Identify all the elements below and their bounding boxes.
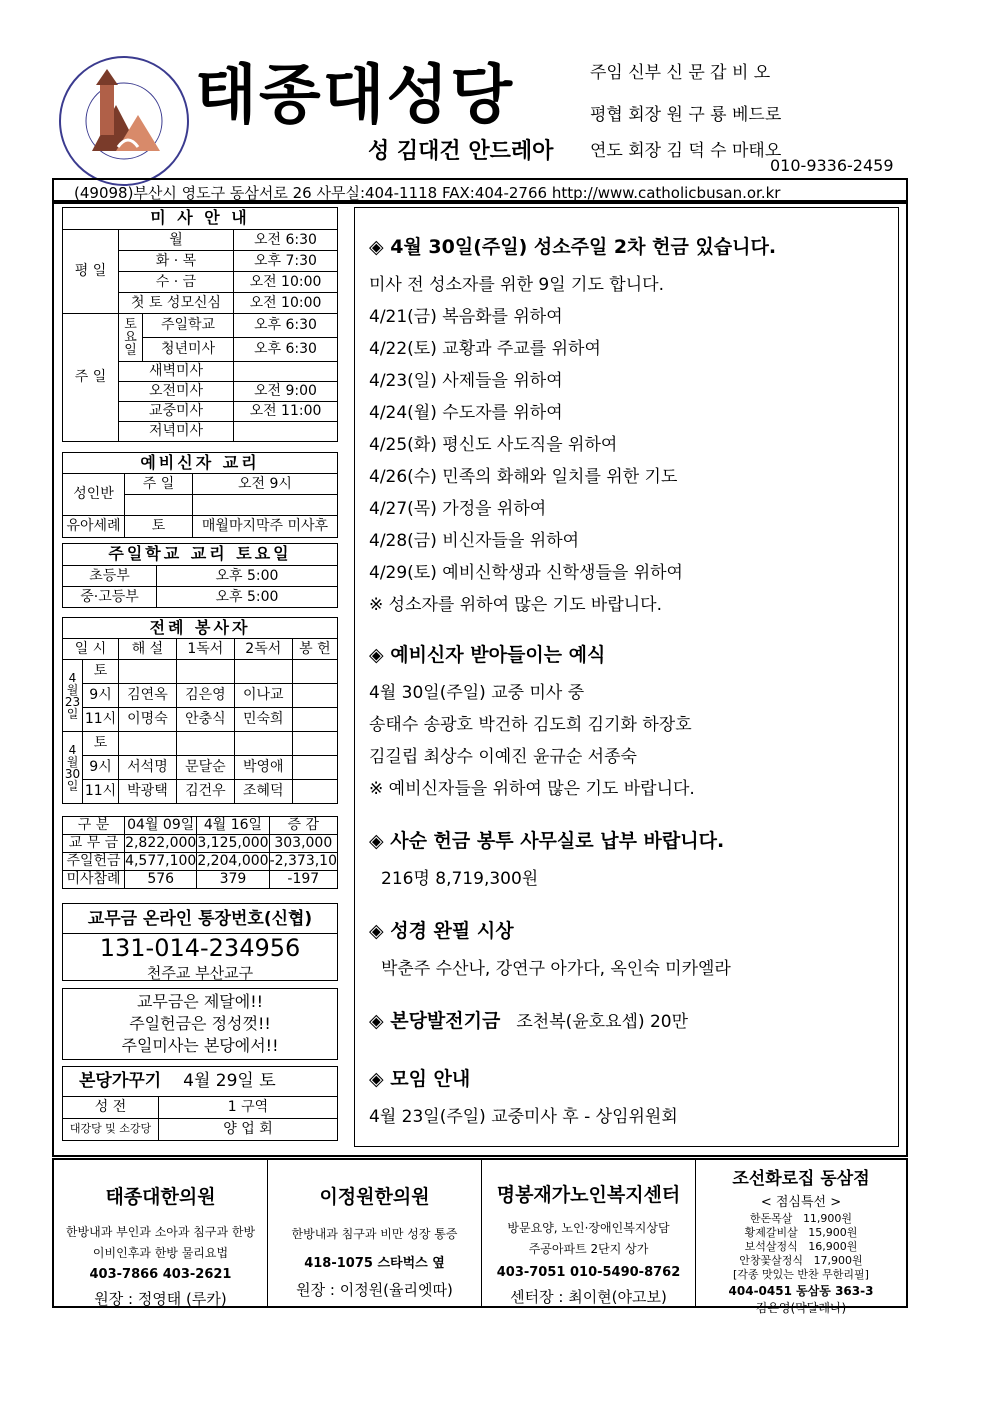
table-cell: 이명숙 xyxy=(119,708,177,732)
table-cell: 증 감 xyxy=(269,817,337,835)
table-cell: 미 사 안 내 xyxy=(63,208,338,230)
council-president: 평협 회장 원 구 룡 베드로 xyxy=(590,105,782,125)
table-cell: 4월23일 xyxy=(63,660,83,732)
table-cell: 문달순 xyxy=(176,756,234,780)
table-cell: 대강당 및 소강당 xyxy=(63,1119,159,1141)
catechumen-class xyxy=(62,452,338,538)
table-cell: 서석명 xyxy=(119,756,177,780)
notice-heading: ◈ 모임 안내 xyxy=(369,1068,471,1090)
table-cell: 저녁미사 xyxy=(119,422,234,442)
church-decor xyxy=(62,1066,338,1141)
notice-panel: ◈ 4월 30일(주일) 성소주일 2차 헌금 있습니다. 미사 전 성소자를 위한 9일 기도 합니다. 4/21(금) 복음화를 위하여 4/22(토) 교황과 주교를 위하여 4/23(일) 사제들을 위하여 4/24(월) 수도자를 위하여 4/25(화) 평신도 사도직을 위하여 4/26(수) 민족의 화해와 일치를 위한 기도 4/27(목) 가정을 위하여 4/28(금) 비신자들을 위하여 4/29(토) 예비신학생과 신학생들을 위하여 ※ 성소자를 위하여 많은 기도 바랍니다. ◈ 예비신자 받아들이는 예식 4월 30일(주일) 교중 미사 중 송태수 송광호 박건하 김도희 김기화 하장호 김길립 최상수 이예진 윤규순 서종숙 ※ 예비신자들을 위하여 많은 기도 바랍니다. ◈ 사순 헌금 봉투 사무실로 납부 바랍니다. 216명 8,719,300원 ◈ 성경 완필 시상 박춘주 수산나, 강연구 아가다, 옥인숙 미카엘라 ◈ 본당발전기금 조천복(윤호요셉) 20만 ◈ 모임 안내 4월 23일(주일) 교중미사 후 - 상임위원회 xyxy=(354,207,899,1147)
table-cell: 청년미사 xyxy=(143,338,234,362)
table-cell: 주일헌금 xyxy=(63,853,125,871)
table-cell: 일 시 xyxy=(63,639,119,660)
table-cell: 교중미사 xyxy=(119,402,234,422)
table-cell: 오후 5:00 xyxy=(157,587,338,608)
table-cell: 성 전 xyxy=(63,1097,159,1119)
notice-heading: ◈ 4월 30일(주일) 성소주일 2차 헌금 있습니다. xyxy=(369,236,777,258)
table-cell xyxy=(234,362,338,382)
table-cell: 수 · 금 xyxy=(119,272,234,293)
table-cell: 김건우 xyxy=(176,780,234,804)
table-cell: -2,373,10 xyxy=(269,853,337,870)
table-cell: 월 xyxy=(119,230,234,251)
table-cell: 첫 토 성모신심 xyxy=(119,293,234,314)
patron-saint: 성 김대건 안드레아 xyxy=(368,139,554,164)
sunday-school xyxy=(62,543,338,608)
table-cell: 해 설 xyxy=(119,639,177,660)
ad-restaurant: 조선화로집 동삼점 < 점심특선 > 한돈목살 11,900원 황제갈비살 15,900원 보석살정식 16,900원 안창꽃살정식 17,900원 [각종 맛있는 반찬 무한리필] 404-0451 동삼동 363-3 김은영(막달레나) xyxy=(728,1169,874,1315)
table-cell: 2독서 xyxy=(234,639,292,660)
table-cell xyxy=(176,660,234,684)
table-cell: 오후 5:00 xyxy=(157,566,338,587)
table-cell: 성인반 xyxy=(63,474,125,516)
table-cell xyxy=(234,422,338,442)
table-cell: 오전미사 xyxy=(119,382,234,402)
ad-clinic-1: 태종대한의원 한방내과 부인과 소아과 침구과 한방 이비인후과 한방 물리요법 403-7866 403-2621 원장 : 정영태 (루카) xyxy=(54,1160,268,1306)
table-cell: 4,577,100 xyxy=(125,853,197,870)
table-cell xyxy=(292,684,337,708)
table-cell xyxy=(292,660,337,684)
table-cell: 9시 xyxy=(83,684,119,708)
table-cell: 화 · 목 xyxy=(119,251,234,272)
address-bar: (49098)부산시 영도구 동삼서로 26 사무실:404-1118 FAX:404-2766 http://www.catholicbusan.or.kr xyxy=(52,178,908,202)
table-cell: 주 일 xyxy=(125,474,193,495)
pastor: 주임 신부 신 문 갑 비 오 xyxy=(590,63,771,83)
table-cell: 매월마지막주 미사후 xyxy=(193,516,338,538)
notice-heading: ◈ 사순 헌금 봉투 사무실로 납부 바랍니다. xyxy=(369,830,725,852)
table-cell: 양 업 회 xyxy=(159,1119,338,1141)
table-cell: 1 구역 xyxy=(159,1097,338,1119)
table-cell: 3,125,000 xyxy=(197,835,269,852)
table-cell: 4월30일 xyxy=(63,732,83,804)
ad-clinic-2: 이정원한의원 한방내과 침구과 비만 성장 통증 418-1075 스타벅스 옆 원장 : 이정원(율리엣따) xyxy=(268,1160,482,1306)
table-cell: 303,000 xyxy=(269,835,337,853)
table-cell: 오전 10:00 xyxy=(234,293,338,314)
table-cell: 오후 6:30 xyxy=(234,314,338,338)
table-cell: 예비신자 교리 xyxy=(63,453,338,474)
table-cell: 토요일 xyxy=(119,314,143,362)
table-cell: 조혜덕 xyxy=(234,780,292,804)
liturgy-servers xyxy=(62,617,338,804)
notice-heading: ◈ 예비신자 받아들이는 예식 xyxy=(369,644,606,666)
account-number: 131-014-234956 xyxy=(99,934,301,962)
account-box: 교무금 온라인 통장번호(신협) 131-014-234956 천주교 부산교구 xyxy=(62,903,338,981)
table-cell xyxy=(292,780,337,804)
table-cell: 오후 6:30 xyxy=(234,338,338,362)
table-cell xyxy=(234,732,292,756)
table-cell: 박광택 xyxy=(119,780,177,804)
table-cell: 유아세례 xyxy=(63,516,125,538)
table-cell: 오전 10:00 xyxy=(234,272,338,293)
slogan-box: 교무금은 제달에!! 주일헌금은 정성껏!! 주일미사는 본당에서!! xyxy=(62,988,338,1060)
table-cell: 주일학교 xyxy=(143,314,234,338)
table-cell: 초등부 xyxy=(63,566,157,587)
table-cell xyxy=(193,495,338,516)
table-cell: 평 일 xyxy=(63,230,119,314)
table-cell: 김은영 xyxy=(176,684,234,708)
notice-heading: ◈ 성경 완필 시상 xyxy=(369,920,514,942)
yeondo-president: 연도 회장 김 덕 수 마태오 xyxy=(590,141,782,161)
table-cell: 04월 09일 xyxy=(125,817,197,835)
table-cell xyxy=(119,660,177,684)
notice-heading: ◈ 본당발전기금 xyxy=(369,1010,501,1032)
table-cell: 2,204,000 xyxy=(197,853,269,870)
table-cell: 토 xyxy=(125,516,193,538)
table-cell: 중·고등부 xyxy=(63,587,157,608)
table-cell: 전례 봉사자 xyxy=(63,618,338,639)
table-cell: 11시 xyxy=(83,708,119,732)
ad-welfare-center: 명봉재가노인복지센터 방문요양, 노인·장애인복지상담 주공아파트 2단지 상가 403-7051 010-5490-8762 센터장 : 최이현(야고보) xyxy=(482,1160,696,1306)
table-cell: 2,822,000 xyxy=(125,835,197,852)
mass-schedule xyxy=(62,207,338,442)
table-cell: 토 xyxy=(83,660,119,684)
table-cell: 오전 11:00 xyxy=(234,402,338,422)
table-cell: 주 일 xyxy=(63,314,119,442)
table-cell: 이나교 xyxy=(234,684,292,708)
table-cell xyxy=(292,756,337,780)
table-cell xyxy=(125,495,193,516)
table-cell: 김연옥 xyxy=(119,684,177,708)
table-cell: 오전 9:00 xyxy=(234,382,338,402)
table-cell: 미사참례 xyxy=(63,871,125,889)
table-cell: 1독서 xyxy=(176,639,234,660)
ad-footer xyxy=(52,1158,908,1315)
table-cell: 봉 헌 xyxy=(292,639,337,660)
table-cell xyxy=(292,708,337,732)
table-cell xyxy=(234,660,292,684)
table-cell: 민숙희 xyxy=(234,708,292,732)
table-cell: 9시 xyxy=(83,756,119,780)
table-cell: -197 xyxy=(269,871,337,889)
table-cell: 교 무 금 xyxy=(63,835,125,853)
table-cell: 오전 6:30 xyxy=(234,230,338,251)
table-cell: 오후 7:30 xyxy=(234,251,338,272)
table-cell: 576 xyxy=(125,871,197,889)
table-cell: 4월 16일 xyxy=(197,817,269,835)
church-logo xyxy=(58,55,190,187)
table-cell xyxy=(176,732,234,756)
table-cell: 구 분 xyxy=(63,817,125,835)
table-cell xyxy=(292,732,337,756)
table-cell: 새벽미사 xyxy=(119,362,234,382)
table-cell: 오전 9시 xyxy=(193,474,338,495)
table-cell: 11시 xyxy=(83,780,119,804)
table-cell: 주일학교 교리 토요일 xyxy=(63,544,338,566)
table-cell: 본당가꾸기 4월 29일 토 xyxy=(63,1067,338,1097)
table-cell xyxy=(119,732,177,756)
table-cell: 안충식 xyxy=(176,708,234,732)
phone: 010-9336-2459 xyxy=(770,156,894,175)
table-cell: 박영애 xyxy=(234,756,292,780)
table-cell: 379 xyxy=(197,871,269,889)
offering-table xyxy=(62,816,338,889)
church-title: 태종대성당 xyxy=(195,59,515,133)
table-cell: 토 xyxy=(83,732,119,756)
